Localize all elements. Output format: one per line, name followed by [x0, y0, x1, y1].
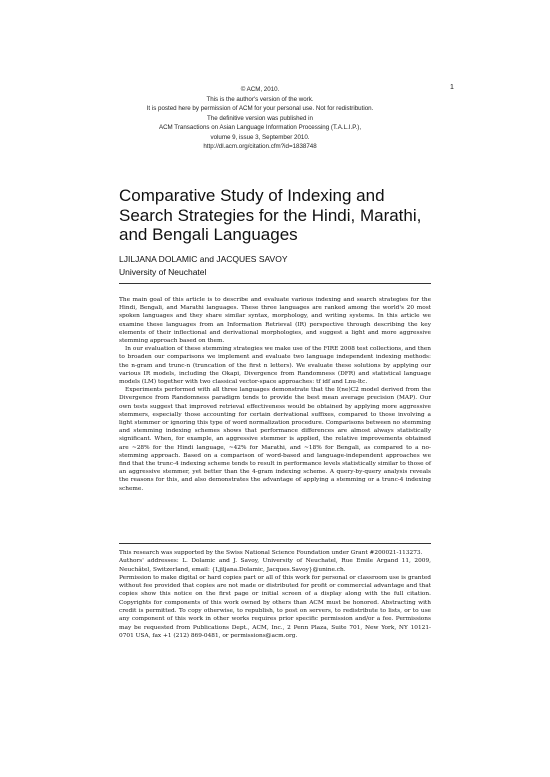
author-affiliation: University of Neuchatel	[119, 267, 207, 277]
footnote-divider	[119, 543, 431, 544]
title-divider	[119, 283, 431, 284]
title-line: and Bengali Languages	[119, 225, 298, 244]
page-number: 1	[450, 84, 454, 91]
title-line: Comparative Study of Indexing and	[119, 186, 385, 205]
copyright-line: The definitive version was published in	[207, 114, 313, 122]
doi-link[interactable]: http://dl.acm.org/citation.cfm?id=1838748	[203, 143, 317, 150]
footnote-block	[119, 549, 431, 640]
paper-title	[119, 186, 439, 245]
author-names: LJILJANA DOLAMIC and JACQUES SAVOY	[119, 254, 288, 264]
copyright-line: volume 9, issue 3, September 2010.	[210, 133, 310, 141]
author-addresses: Authors' addresses: L. Dolamic and J. Savoy, University of Neuchatel, Rue Emile Argand 11, 2009, Neuchâtel, Switzerland, email: {Ljiljana.Dolamic, Jacques.Savoy}@unine.ch.	[119, 558, 431, 573]
title-line: Search Strategies for the Hindi, Marathi,	[119, 205, 422, 225]
funding-note: This research was supported by the Swiss National Science Foundation under Grant #200021-113273.	[119, 550, 423, 556]
abstract-paragraph: The main goal of this article is to describe and evaluate various indexing and search strategies for the Hindi, Bengali, and Marathi languages. These three languages are ranked among the world's 20 most spoken languages and they share similar syntax, morphology, and writing systems. In this article we examine these languages from an Information Retrieval (IR) perspective through describing the key elements of their inflectional and derivational morphologies, and suggest a light and more aggressive stemming approach based on them.	[119, 297, 431, 345]
copyright-line: It is posted here by permission of ACM for your personal use. Not for redistribution.	[146, 105, 374, 112]
copyright-notice	[110, 85, 410, 152]
copyright-line: This is the author's version of the work.	[206, 95, 314, 103]
abstract-paragraph: In our evaluation of these stemming strategies we make use of the FIRE 2008 test collections, and then to broaden our comparisons we implement and evaluate two language independent indexing methods: the n-gram and trunc-n (truncation of the first n letters). We evaluate these solutions by applying our various IR models, including the Okapi, Divergence from Randomness (DFR) and statistical language models (LM) together with two classical vector-space approaches: tf idf and Lnu-ltc.	[119, 346, 431, 386]
abstract	[119, 296, 431, 493]
permission-notice: Permission to make digital or hard copies part or all of this work for personal or classroom use is granted without fee provided that copies are not made or distributed for profit or commercial advantage and that copies show this notice on the first page or initial screen of a display along with the full citation. Copyrights for components of this work owned by others than ACM must be honored. Abstracting with credit is permitted. To copy otherwise, to republish, to post on servers, to redistribute to lists, or to use any component of this work in other works requires prior specific permission and/or a fee. Permissions may be requested from Publications Dept., ACM, Inc., 2 Penn Plaza, Suite 701, New York, NY 10121-0701 USA, fax +1 (212) 869-0481, or permissions@acm.org.	[119, 574, 431, 639]
abstract-paragraph: Experiments performed with all three languages demonstrate that the I(ne)C2 model derived from the Divergence from Randomness paradigm tends to provide the best mean average precision (MAP). Our own tests suggest that improved retrieval effectiveness would be obtained by applying more aggressive stemmers, especially those accounting for certain derivational suffixes, compared to those involving a light stemmer or ignoring this type of word normalization procedure. Comparisons between no stemming and stemming indexing schemes shows that performance differences are almost always statistically significant. When, for example, an aggressive stemmer is applied, the relative improvements obtained are ~28% for the Hindi language, ~42% for Marathi, and ~18% for Bengali, as compared to a no-stemming approach. Based on a comparison of word-based and language-independent approaches we find that the trunc-4 indexing scheme tends to result in performance levels statistically similar to those of an aggressive stemmer, yet better than the 4-gram indexing scheme. A query-by-query analysis reveals the reasons for this, and also demonstrates the advantage of applying a stemming or a trunc-4 indexing scheme.	[119, 387, 431, 492]
copyright-line: © ACM, 2010.	[240, 86, 280, 93]
copyright-line: ACM Transactions on Asian Language Information Processing (T.A.L.I.P.),	[158, 124, 362, 131]
